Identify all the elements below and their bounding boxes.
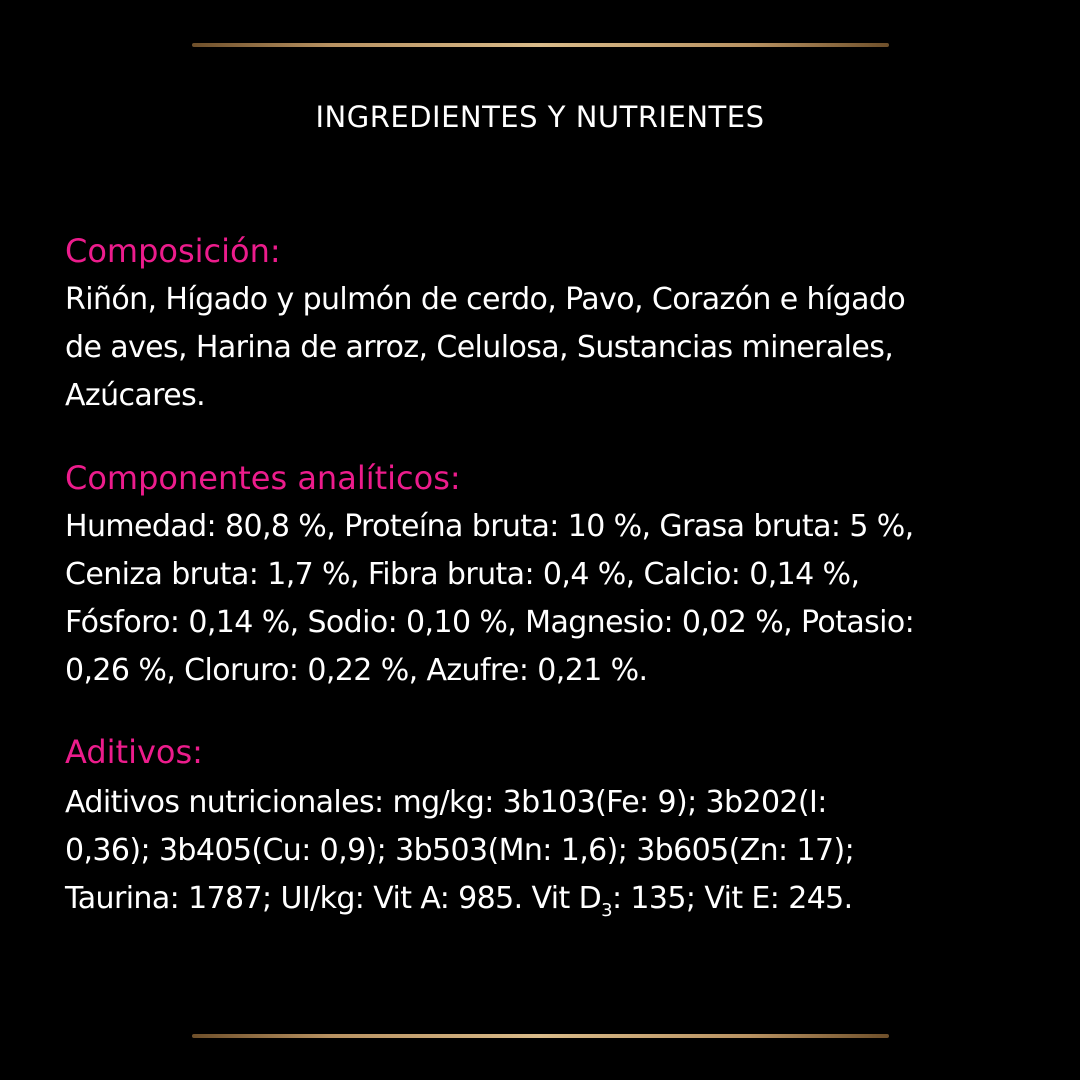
composicion-section — [65, 230, 1045, 420]
componentes-analiticos-section — [65, 457, 1045, 695]
aditivos-section — [65, 731, 1045, 923]
componentes-line: 0,26 %, Cloruro: 0,22 %, Azufre: 0,21 %. — [65, 653, 648, 688]
vitamins-text-after: : 135; Vit E: 245. — [611, 881, 853, 916]
bottom-gold-rule — [192, 1034, 889, 1038]
aditivos-line: Aditivos nutricionales: mg/kg: 3b103(Fe: 9); 3b202(I: — [65, 785, 827, 820]
componentes-line: Ceniza bruta: 1,7 %, Fibra bruta: 0,4 %, Calcio: 0,14 %, — [65, 557, 860, 592]
composicion-line: Riñón, Hígado y pulmón de cerdo, Pavo, Corazón e hígado — [65, 282, 906, 317]
aditivos-line: 0,36); 3b405(Cu: 0,9); 3b503(Mn: 1,6); 3b605(Zn: 17); — [65, 833, 855, 868]
componentes-analiticos-heading: Componentes analíticos: — [65, 459, 461, 497]
componentes-line: Humedad: 80,8 %, Proteína bruta: 10 %, Grasa bruta: 5 %, — [65, 509, 914, 544]
composicion-line: de aves, Harina de arroz, Celulosa, Sustancias minerales, — [65, 330, 894, 365]
componentes-line: Fósforo: 0,14 %, Sodio: 0,10 %, Magnesio: 0,02 %, Potasio: — [65, 605, 915, 640]
aditivos-line-vitamins — [65, 875, 1045, 923]
aditivos-heading: Aditivos: — [65, 733, 203, 771]
vitamin-d-subscript: 3 — [601, 900, 612, 921]
page-title: INGREDIENTES Y NUTRIENTES — [315, 100, 765, 134]
composicion-heading: Composición: — [65, 232, 281, 270]
composicion-line: Azúcares. — [65, 378, 206, 413]
vitamins-text-before: Taurina: 1787; UI/kg: Vit A: 985. Vit D — [65, 881, 602, 916]
top-gold-rule — [192, 43, 889, 47]
